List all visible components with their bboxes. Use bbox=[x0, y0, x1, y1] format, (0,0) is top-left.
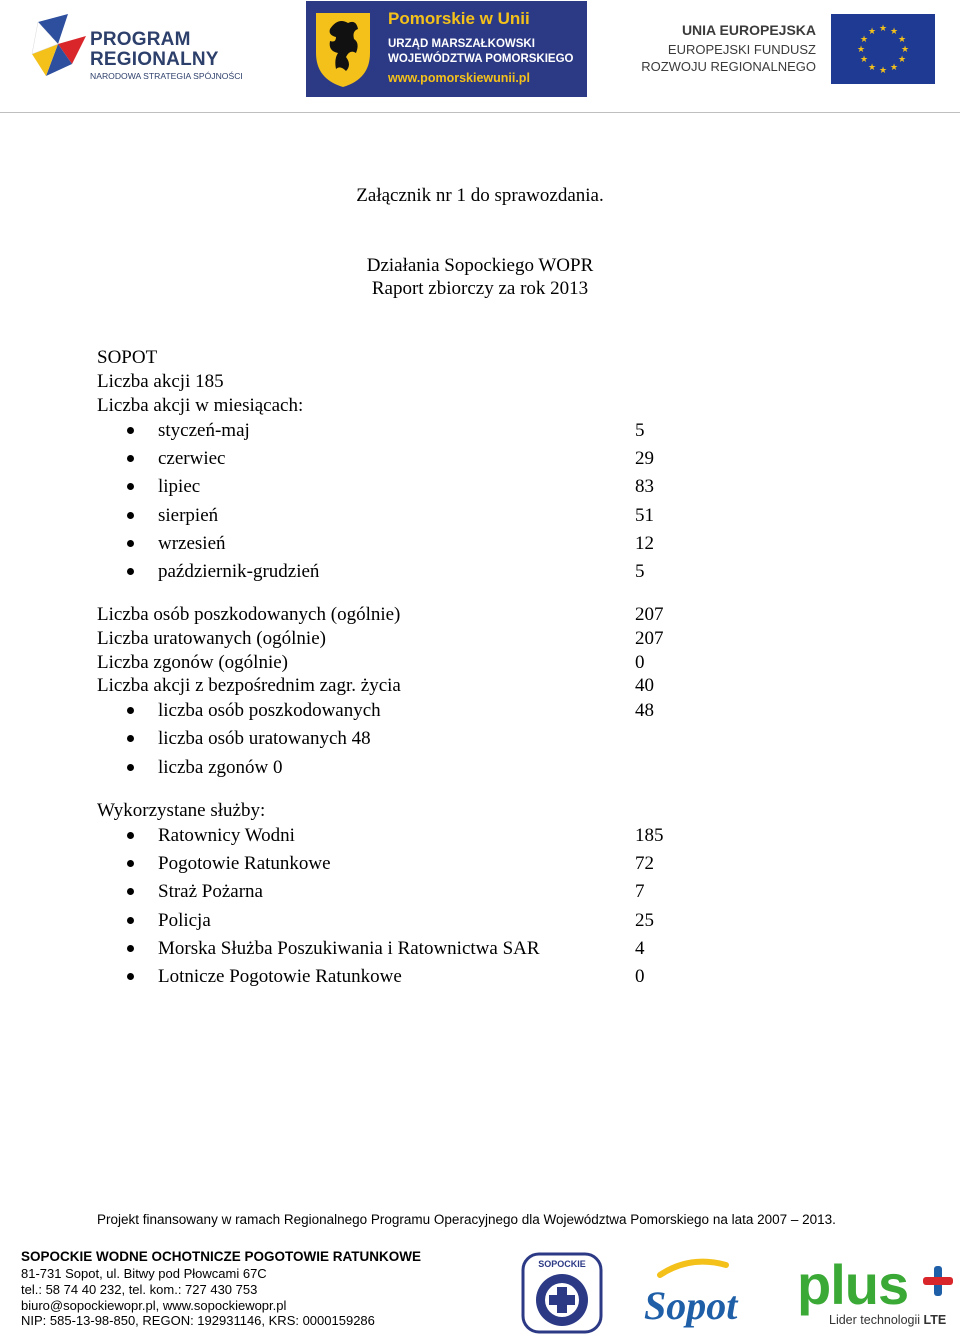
org-registry: NIP: 585-13-98-850, REGON: 192931146, KRS: 0000159286 bbox=[21, 1313, 375, 1328]
svg-text:★: ★ bbox=[859, 55, 869, 65]
bullet-icon bbox=[127, 568, 134, 575]
pomorskie-w-unii-logo bbox=[306, 1, 587, 97]
list-item-value: 72 bbox=[635, 853, 654, 874]
svg-text:★: ★ bbox=[897, 55, 907, 65]
list-item-label: wrzesień bbox=[158, 533, 226, 554]
list-item-label: Lotnicze Pogotowie Ratunkowe bbox=[158, 966, 402, 987]
program-line-3: NARODOWA STRATEGIA SPÓJNOŚCI bbox=[90, 71, 243, 81]
list-item-value: 0 bbox=[635, 966, 645, 987]
list-item-label: październik-grudzień bbox=[158, 561, 320, 582]
svg-text:★: ★ bbox=[878, 66, 888, 76]
report-subtitle: Raport zbiorczy za rok 2013 bbox=[371, 278, 589, 299]
svg-text:★: ★ bbox=[856, 45, 866, 55]
program-regionalny-logo bbox=[28, 14, 258, 86]
wopr-badge-icon bbox=[521, 1252, 603, 1334]
list-item-value: 48 bbox=[635, 700, 654, 721]
bullet-icon bbox=[127, 707, 134, 714]
list-item-label: Morska Służba Poszukiwania i Ratownictwa SAR bbox=[158, 938, 540, 959]
plus-tagline-text: Lider technologii bbox=[829, 1313, 921, 1327]
bullet-icon bbox=[127, 860, 134, 867]
stat-label: Liczba zgonów (ogólnie) bbox=[97, 652, 288, 673]
list-item-value: 5 bbox=[635, 561, 645, 582]
pomorskie-url: www.pomorskiewunii.pl bbox=[388, 71, 530, 85]
attachment-note: Załącznik nr 1 do sprawozdania. bbox=[356, 185, 604, 206]
bullet-icon bbox=[127, 540, 134, 547]
list-item-value: 5 bbox=[635, 420, 645, 441]
actions-total: Liczba akcji 185 bbox=[97, 371, 224, 392]
sopot-wordmark: Sopot bbox=[644, 1283, 738, 1328]
griffin-crest-icon bbox=[312, 9, 374, 89]
plus-tagline-lte: LTE bbox=[923, 1313, 947, 1327]
svg-text:★: ★ bbox=[897, 35, 907, 45]
org-address: 81-731 Sopot, ul. Bitwy pod Płowcami 67C bbox=[21, 1266, 267, 1281]
bullet-icon bbox=[127, 945, 134, 952]
header-logos bbox=[0, 0, 960, 112]
stat-value: 0 bbox=[635, 652, 645, 673]
svg-text:★: ★ bbox=[867, 63, 877, 73]
list-item-value: 51 bbox=[635, 505, 654, 526]
pomorskie-line-2: URZĄD MARSZAŁKOWSKI bbox=[388, 38, 535, 50]
org-name: SOPOCKIE WODNE OCHOTNICZE POGOTOWIE RATUNKOWE bbox=[21, 1249, 422, 1264]
org-phone: tel.: 58 74 40 232, tel. kom.: 727 430 753 bbox=[21, 1282, 258, 1297]
list-item-value: 7 bbox=[635, 881, 645, 902]
plus-lte-logo bbox=[797, 1253, 957, 1334]
program-line-1: PROGRAM bbox=[90, 29, 191, 50]
plus-sign-icon bbox=[921, 1264, 955, 1298]
list-item-label: sierpień bbox=[158, 505, 219, 526]
report-title: Działania Sopockiego WOPR bbox=[366, 255, 594, 276]
bullet-icon bbox=[127, 764, 134, 771]
header-divider bbox=[0, 112, 960, 113]
bullet-icon bbox=[127, 917, 134, 924]
svg-text:★: ★ bbox=[878, 24, 888, 34]
pomorskie-line-3: WOJEWÓDZTWA POMORSKIEGO bbox=[388, 53, 574, 65]
svg-text:★: ★ bbox=[900, 45, 910, 55]
list-item-label: czerwiec bbox=[158, 448, 226, 469]
list-item-label: liczba osób uratowanych 48 bbox=[158, 728, 371, 749]
bullet-icon bbox=[127, 888, 134, 895]
list-item-label: lipiec bbox=[158, 476, 201, 497]
bullet-icon bbox=[127, 483, 134, 490]
list-item-value: 25 bbox=[635, 910, 654, 931]
list-item-label: styczeń-maj bbox=[158, 420, 250, 441]
services-label: Wykorzystane służby: bbox=[97, 800, 266, 821]
org-email: biuro@sopockiewopr.pl, www.sopockiewopr.pl bbox=[21, 1298, 287, 1313]
program-line-2: REGIONALNY bbox=[90, 49, 219, 70]
svg-text:★: ★ bbox=[867, 27, 877, 37]
stat-value: 207 bbox=[635, 628, 664, 649]
bullet-icon bbox=[127, 427, 134, 434]
list-item-value: 12 bbox=[635, 533, 654, 554]
svg-text:★: ★ bbox=[889, 63, 899, 73]
stat-value: 207 bbox=[635, 604, 664, 625]
actions-by-month-label: Liczba akcji w miesiącach: bbox=[97, 395, 304, 416]
stat-value: 40 bbox=[635, 675, 654, 696]
list-item-label: liczba zgonów 0 bbox=[158, 757, 283, 778]
bullet-icon bbox=[127, 512, 134, 519]
star-icon bbox=[28, 14, 88, 84]
stat-label: Liczba akcji z bezpośrednim zagr. życia bbox=[97, 675, 401, 696]
bullet-icon bbox=[127, 832, 134, 839]
project-note: Projekt finansowany w ramach Regionalnego Programu Operacyjnego dla Województwa Pomorskiego na lata 2007 – 2013. bbox=[97, 1212, 836, 1227]
list-item-value: 185 bbox=[635, 825, 664, 846]
svg-text:★: ★ bbox=[859, 35, 869, 45]
eu-line-1: UNIA EUROPEJSKA bbox=[681, 22, 816, 38]
sopot-logo bbox=[640, 1255, 750, 1333]
badge-label: SOPOCKIE bbox=[538, 1259, 586, 1269]
eu-flag-icon bbox=[831, 14, 935, 84]
eu-logo bbox=[641, 14, 938, 86]
list-item-label: Straż Pożarna bbox=[158, 881, 263, 902]
stat-label: Liczba uratowanych (ogólnie) bbox=[97, 628, 326, 649]
bullet-icon bbox=[127, 735, 134, 742]
list-item-value: 29 bbox=[635, 448, 654, 469]
list-item-value: 83 bbox=[635, 476, 654, 497]
svg-text:★: ★ bbox=[889, 27, 899, 37]
list-item-label: Pogotowie Ratunkowe bbox=[158, 853, 331, 874]
list-item-label: Ratownicy Wodni bbox=[158, 825, 295, 846]
bullet-icon bbox=[127, 455, 134, 462]
stat-label: Liczba osób poszkodowanych (ogólnie) bbox=[97, 604, 401, 625]
city-heading: SOPOT bbox=[97, 347, 158, 368]
plus-wordmark: plus bbox=[797, 1253, 909, 1316]
eu-line-2: EUROPEJSKI FUNDUSZ bbox=[667, 42, 816, 57]
eu-line-3: ROZWOJU REGIONALNEGO bbox=[641, 59, 816, 74]
list-item-label: liczba osób poszkodowanych bbox=[158, 700, 381, 721]
list-item-label: Policja bbox=[158, 910, 211, 931]
pomorskie-title: Pomorskie w Unii bbox=[388, 9, 530, 28]
list-item-value: 4 bbox=[635, 938, 645, 959]
bullet-icon bbox=[127, 973, 134, 980]
plus-tagline bbox=[829, 1313, 946, 1327]
